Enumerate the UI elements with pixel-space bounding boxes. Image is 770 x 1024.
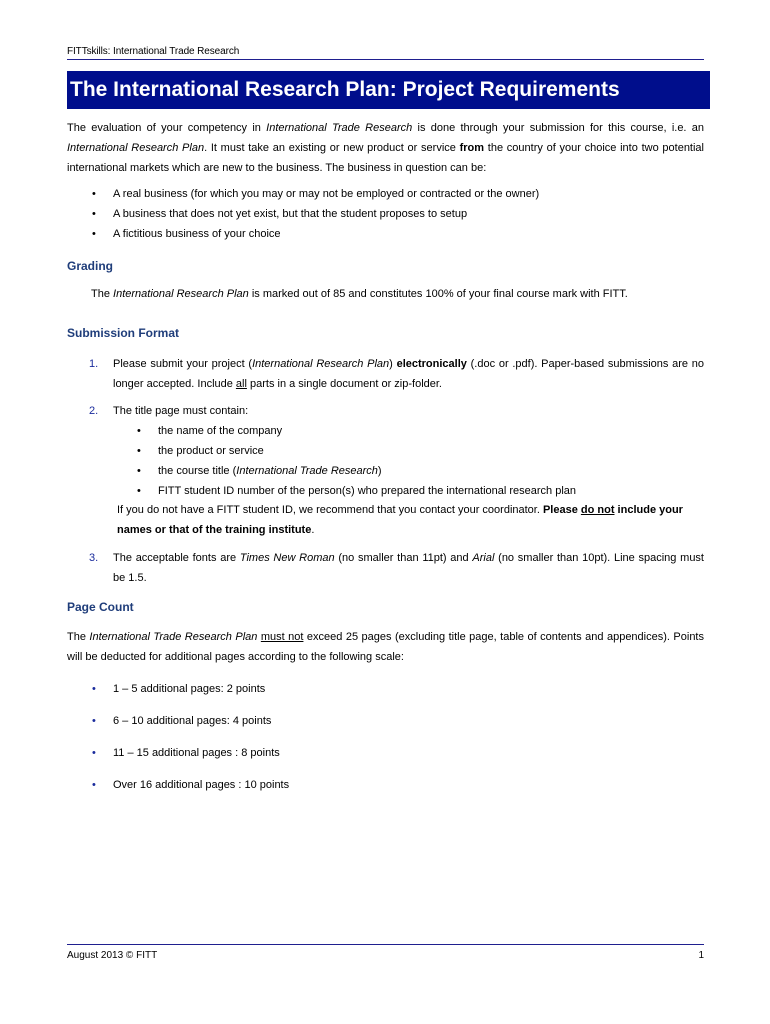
grading-paragraph: The International Research Plan is marked out of 85 and constitutes 100% of your final course mark with FITT. <box>91 288 628 300</box>
page-number: 1 <box>698 950 704 961</box>
list-item: • the course title (International Trade Research) <box>137 465 382 477</box>
page-count-heading: Page Count <box>67 600 134 614</box>
page-count-paragraph: The International Trade Research Plan must not exceed 25 pages (excluding title page, table of contents and appendices). Points will be deducted for additional pages according to the following scale: <box>67 631 704 663</box>
submission-item-2: 2. The title page must contain: <box>89 405 249 417</box>
submission-heading: Submission Format <box>67 326 180 340</box>
student-id-note: If you do not have a FITT student ID, we recommend that you contact your coordinator. Please do not include your names or that of the training institute. <box>117 504 683 536</box>
footer-rule <box>67 944 704 945</box>
intro-paragraph: The evaluation of your competency in International Trade Research is done through your submission for this course, i.e. an International Research Plan. It must take an existing or new product or service from the country of your choice into two potential international markets which are new to the business. The business in question can be: <box>67 122 704 174</box>
list-item: • the name of the company <box>137 425 283 437</box>
list-item: • FITT student ID number of the person(s) who prepared the international research plan <box>137 485 577 497</box>
list-item: • Over 16 additional pages : 10 points <box>92 779 290 791</box>
list-item: • A real business (for which you may or may not be employed or contracted or the owner) <box>92 188 540 200</box>
document-page <box>67 0 704 1024</box>
footer-copyright: August 2013 © FITT <box>67 950 158 961</box>
list-item: • 1 – 5 additional pages: 2 points <box>92 683 266 695</box>
list-item: • A business that does not yet exist, but that the student proposes to setup <box>92 208 468 220</box>
list-item: • 6 – 10 additional pages: 4 points <box>92 715 272 727</box>
list-item: • A fictitious business of your choice <box>92 228 281 240</box>
submission-item-3: 3. The acceptable fonts are Times New Roman (no smaller than 11pt) and Arial (no smaller than 10pt). Line spacing must be 1.5. <box>89 552 704 584</box>
header-rule <box>67 59 704 60</box>
submission-item-1: 1. Please submit your project (International Research Plan) electronically (.doc or .pdf). Paper-based submissions are no longer accepted. Include all parts in a single document or zip-folder. <box>89 358 704 390</box>
list-item: • 11 – 15 additional pages : 8 points <box>92 747 280 759</box>
running-head: FITTskills: International Trade Research <box>67 46 240 57</box>
list-item: • the product or service <box>137 445 264 457</box>
grading-heading: Grading <box>67 259 114 273</box>
page-title: The International Research Plan: Project Requirements <box>67 71 710 109</box>
